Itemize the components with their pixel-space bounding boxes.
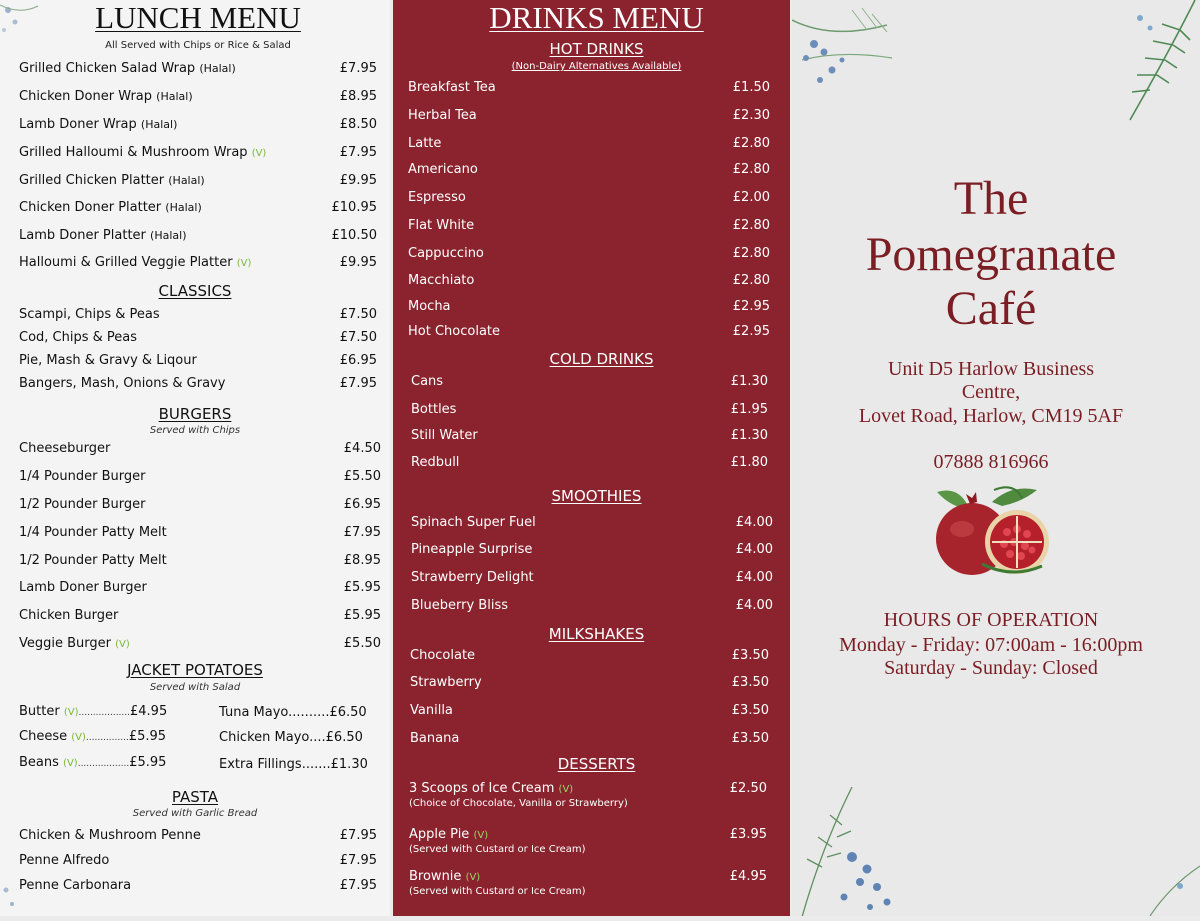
- drink-item-row: [408, 273, 770, 288]
- leader-dots: ...............: [85, 733, 129, 743]
- drink-item-row: [411, 374, 770, 389]
- drink-item-row: [409, 781, 770, 809]
- hot-drinks-heading: HOT DRINKS: [549, 40, 644, 58]
- menu-item-price: £8.95: [343, 553, 381, 568]
- drink-item-name: Cans: [411, 374, 444, 389]
- menu-item-row: [19, 376, 377, 391]
- menu-item-name: Pie, Mash & Gravy & Liqour: [19, 353, 197, 368]
- drink-item-price: £3.50: [731, 703, 769, 718]
- jacket-item-name: Butter: [19, 704, 60, 719]
- address-line-2: Centre,: [961, 381, 1021, 403]
- burgers-heading: BURGERS: [158, 405, 232, 423]
- menu-item-note: (Halal): [165, 201, 202, 214]
- menu-item-price: £5.95: [343, 608, 381, 623]
- drink-item-price: £4.00: [735, 598, 773, 613]
- menu-item-price: £6.95: [343, 497, 381, 512]
- desserts-heading: DESSERTS: [557, 755, 636, 773]
- leader-dots: ....: [309, 730, 326, 745]
- top-right-foliage: [1110, 0, 1200, 125]
- menu-item-price: £10.50: [331, 228, 377, 243]
- menu-item-name: Grilled Chicken Platter: [19, 173, 165, 188]
- menu-item-row: [19, 330, 377, 345]
- vegetarian-marker: (V): [465, 872, 481, 883]
- drink-item-name: Mocha: [408, 299, 451, 314]
- menu-item-row: [19, 636, 381, 651]
- menu-item-name: Scampi, Chips & Peas: [19, 307, 160, 322]
- menu-item-name: Penne Alfredo: [19, 853, 110, 868]
- vegetarian-marker: (V): [473, 830, 489, 841]
- drink-item-row: [411, 570, 773, 585]
- menu-item-row: [19, 853, 377, 868]
- pasta-subtitle: Served with Garlic Bread: [132, 808, 258, 819]
- menu-item-price: £9.95: [339, 255, 377, 270]
- cafe-info-panel: [792, 0, 1200, 916]
- menu-item-price: £7.50: [339, 330, 377, 345]
- menu-item-row: [19, 828, 377, 843]
- drink-item-name: Pineapple Surprise: [411, 542, 533, 557]
- drink-item-price: £4.00: [735, 515, 773, 530]
- menu-item-note: (Halal): [150, 229, 187, 242]
- drink-item-name: Apple Pie: [409, 827, 470, 842]
- menu-item-name: 1/2 Pounder Burger: [19, 497, 146, 512]
- menu-item-note: (Halal): [156, 90, 193, 103]
- drink-item-price: £4.95: [729, 869, 767, 884]
- menu-item-name: Penne Carbonara: [19, 878, 132, 893]
- drink-item-price: £2.80: [732, 218, 770, 233]
- jacket-potatoes-subtitle: Served with Salad: [149, 682, 241, 693]
- phone-number: 07888 816966: [933, 451, 1049, 473]
- menu-item-name: 1/4 Pounder Patty Melt: [19, 525, 167, 540]
- menu-item-name: Lamb Doner Platter: [19, 228, 146, 243]
- jacket-item-price: £4.95: [130, 704, 168, 719]
- drink-item-row: [411, 402, 770, 417]
- drink-item-name: Bottles: [411, 402, 457, 417]
- smoothies-heading: SMOOTHIES: [551, 487, 642, 505]
- drink-item-price: £4.00: [735, 570, 773, 585]
- drink-item-name: Strawberry: [410, 675, 482, 690]
- lunch-menu-subtitle: All Served with Chips or Rice & Salad: [105, 40, 291, 51]
- hours-heading: HOURS OF OPERATION: [883, 609, 1099, 631]
- menu-item-note: (Halal): [199, 62, 236, 75]
- menu-item-price: £4.50: [343, 441, 381, 456]
- jacket-item-name: Chicken Mayo: [219, 730, 310, 745]
- drink-item-name: Chocolate: [410, 648, 476, 663]
- leader-dots: .......: [301, 757, 331, 772]
- menu-item-name: 1/4 Pounder Burger: [19, 469, 146, 484]
- menu-item-price: £9.95: [339, 173, 377, 188]
- jacket-item-price: £6.50: [325, 730, 363, 745]
- vegetarian-marker: (V): [251, 148, 267, 159]
- menu-item-name: Chicken Doner Platter: [19, 200, 162, 215]
- drink-item-price: £2.95: [732, 299, 770, 314]
- drink-item-name: Latte: [408, 136, 442, 151]
- menu-item-row: [19, 553, 381, 568]
- menu-item-price: £10.95: [331, 200, 377, 215]
- menu-item-note: (Halal): [140, 118, 178, 131]
- cafe-name-line-3: Café: [945, 282, 1037, 335]
- jacket-item-price: £6.50: [329, 705, 367, 720]
- drink-item-row: [408, 162, 770, 177]
- drink-item-row: [408, 324, 770, 339]
- menu-item-name: Cod, Chips & Peas: [19, 330, 138, 345]
- drink-item-price: £3.50: [731, 648, 769, 663]
- drink-item-price: £4.00: [735, 542, 773, 557]
- drink-item-name: Hot Chocolate: [408, 324, 501, 339]
- vegetarian-marker: (V): [63, 707, 79, 718]
- lunch-menu-title: LUNCH MENU: [95, 0, 301, 35]
- menu-item-name: Chicken Burger: [19, 608, 119, 623]
- menu-item-row: [19, 145, 377, 160]
- leader-dots: ..................: [78, 708, 130, 718]
- drink-item-row: [411, 542, 773, 557]
- address-line-3: Lovet Road, Harlow, CM19 5AF: [858, 405, 1124, 427]
- classics-heading: CLASSICS: [158, 282, 232, 300]
- menu-item-row: [19, 61, 377, 76]
- menu-item-price: £5.50: [343, 636, 381, 651]
- menu-item-note: (Halal): [168, 174, 205, 187]
- hours-weekdays: Monday - Friday: 07:00am - 16:00pm: [839, 634, 1143, 656]
- drink-item-price: £1.95: [730, 402, 768, 417]
- burgers-subtitle: Served with Chips: [149, 425, 241, 436]
- menu-item-price: £7.95: [339, 828, 377, 843]
- drink-item-name: Spinach Super Fuel: [411, 515, 536, 530]
- menu-item-name: Grilled Halloumi & Mushroom Wrap: [19, 145, 248, 160]
- lunch-menu-panel: [0, 0, 390, 916]
- hot-drinks-subtitle: (Non-Dairy Alternatives Available): [511, 61, 682, 72]
- drink-item-price: £2.80: [732, 162, 770, 177]
- drinks-menu-title: DRINKS MENU: [489, 0, 704, 35]
- drink-item-name: Flat White: [408, 218, 475, 233]
- bottom-right-foliage: [1140, 856, 1200, 916]
- drink-item-row: [411, 598, 773, 613]
- vegetarian-marker: (V): [115, 639, 130, 650]
- drink-item-row: [410, 731, 770, 746]
- drink-item-row: [408, 190, 770, 205]
- jacket-item-row: [219, 757, 368, 772]
- bottom-left-foliage: [792, 787, 912, 916]
- drink-item-name: Cappuccino: [408, 246, 484, 261]
- jacket-potatoes-heading: JACKET POTATOES: [127, 661, 263, 679]
- drink-item-price: £1.50: [732, 80, 770, 95]
- milkshakes-heading: MILKSHAKES: [548, 625, 645, 643]
- menu-item-row: [19, 497, 381, 512]
- pomegranate-illustration: [922, 484, 1062, 579]
- drink-item-price: £2.30: [732, 108, 770, 123]
- drink-item-row: [408, 80, 770, 95]
- drink-item-row: [410, 648, 770, 663]
- jacket-item-name: Cheese: [19, 729, 68, 744]
- drink-item-price: £3.50: [731, 675, 769, 690]
- drink-item-name: Vanilla: [410, 703, 453, 718]
- menu-item-row: [19, 255, 377, 270]
- menu-item-price: £7.95: [339, 61, 377, 76]
- menu-item-row: [19, 200, 377, 215]
- menu-item-row: [19, 878, 377, 893]
- drink-item-row: [410, 703, 770, 718]
- drink-item-price: £3.95: [729, 827, 767, 842]
- jacket-item-price: £5.95: [129, 755, 167, 770]
- drink-item-name: 3 Scoops of Ice Cream: [409, 781, 555, 796]
- menu-item-row: [19, 353, 377, 368]
- menu-item-name: Lamb Doner Burger: [19, 580, 147, 595]
- menu-item-row: [19, 228, 377, 243]
- drink-item-price: £3.50: [731, 731, 769, 746]
- jacket-item-name: Extra Fillings: [219, 757, 302, 772]
- drink-item-name: Banana: [410, 731, 460, 746]
- menu-item-name: Veggie Burger: [19, 636, 111, 651]
- drink-item-row: [408, 246, 770, 261]
- drink-item-name: Americano: [408, 162, 478, 177]
- menu-item-price: £7.95: [343, 525, 381, 540]
- drink-item-price: £1.30: [730, 374, 768, 389]
- menu-item-row: [19, 525, 381, 540]
- menu-item-row: [19, 173, 377, 188]
- drink-item-row: [411, 515, 773, 530]
- menu-item-name: Cheeseburger: [19, 441, 111, 456]
- menu-item-price: £7.95: [339, 145, 377, 160]
- menu-item-name: Grilled Chicken Salad Wrap: [19, 61, 196, 76]
- address-line-1: Unit D5 Harlow Business: [887, 358, 1095, 380]
- jacket-item-row: [19, 704, 167, 719]
- vegetarian-marker: (V): [236, 258, 252, 269]
- drink-item-name: Redbull: [411, 455, 460, 470]
- drink-item-row: [411, 428, 770, 443]
- drink-item-name: Still Water: [411, 428, 478, 443]
- drink-item-row: [409, 869, 770, 897]
- leader-dots: ..................: [77, 759, 130, 769]
- cold-drinks-heading: COLD DRINKS: [549, 350, 654, 368]
- menu-item-row: [19, 117, 377, 132]
- drink-item-row: [409, 827, 770, 855]
- dessert-note: (Served with Custard or Ice Cream): [409, 844, 586, 855]
- menu-item-name: Chicken Doner Wrap: [19, 89, 153, 104]
- jacket-item-row: [219, 705, 367, 720]
- jacket-item-row: [19, 755, 166, 770]
- vegetarian-marker: (V): [71, 732, 86, 743]
- hours-weekend: Saturday - Sunday: Closed: [884, 657, 1098, 679]
- menu-item-price: £8.50: [339, 117, 377, 132]
- drink-item-name: Herbal Tea: [408, 108, 477, 123]
- menu-item-row: [19, 307, 377, 322]
- drink-item-price: £2.80: [732, 273, 770, 288]
- menu-item-price: £7.50: [339, 307, 377, 322]
- drink-item-price: £2.95: [732, 324, 770, 339]
- menu-item-name: 1/2 Pounder Patty Melt: [19, 553, 167, 568]
- menu-item-price: £5.95: [343, 580, 381, 595]
- menu-item-name: Lamb Doner Wrap: [19, 117, 137, 132]
- menu-item-price: £7.95: [339, 878, 377, 893]
- drink-item-price: £2.00: [732, 190, 770, 205]
- drink-item-row: [408, 218, 770, 233]
- drink-item-price: £2.50: [729, 781, 767, 796]
- jacket-item-row: [19, 729, 166, 744]
- menu-item-row: [19, 441, 381, 456]
- drink-item-row: [408, 136, 770, 151]
- menu-item-price: £7.95: [339, 376, 377, 391]
- drink-item-price: £1.30: [730, 428, 768, 443]
- menu-item-row: [19, 580, 381, 595]
- cafe-name-line-2: Pomegranate: [865, 228, 1117, 281]
- pasta-heading: PASTA: [171, 788, 219, 806]
- menu-item-price: £6.95: [339, 353, 377, 368]
- menu-item-price: £8.95: [339, 89, 377, 104]
- vegetarian-marker: (V): [558, 784, 574, 795]
- jacket-item-price: £1.30: [330, 757, 368, 772]
- menu-item-name: Halloumi & Grilled Veggie Platter: [19, 255, 233, 270]
- top-left-foliage: [792, 0, 902, 105]
- drink-item-name: Breakfast Tea: [408, 80, 496, 95]
- drink-item-name: Macchiato: [408, 273, 475, 288]
- drink-item-price: £1.80: [730, 455, 768, 470]
- drink-item-row: [408, 108, 770, 123]
- jacket-item-row: [219, 730, 363, 745]
- drink-item-row: [411, 455, 770, 470]
- cafe-name-line-1: The: [953, 172, 1029, 225]
- leader-dots: ..........: [288, 705, 330, 720]
- vegetarian-marker: (V): [63, 758, 78, 769]
- drink-item-row: [410, 675, 770, 690]
- menu-item-row: [19, 469, 381, 484]
- dessert-note: (Served with Custard or Ice Cream): [409, 886, 586, 897]
- drink-item-name: Espresso: [408, 190, 466, 205]
- menu-item-row: [19, 608, 381, 623]
- jacket-item-name: Beans: [19, 755, 59, 770]
- menu-item-name: Chicken & Mushroom Penne: [19, 828, 201, 843]
- drink-item-name: Brownie: [409, 869, 462, 884]
- drink-item-price: £2.80: [732, 246, 770, 261]
- jacket-item-price: £5.95: [128, 729, 167, 744]
- menu-item-price: £7.95: [339, 853, 377, 868]
- drink-item-row: [408, 299, 770, 314]
- menu-item-name: Bangers, Mash, Onions & Gravy: [19, 376, 226, 391]
- menu-item-row: [19, 89, 377, 104]
- menu-item-price: £5.50: [343, 469, 381, 484]
- drink-item-name: Strawberry Delight: [411, 570, 534, 585]
- dessert-note: (Choice of Chocolate, Vanilla or Strawberry): [409, 798, 628, 809]
- jacket-item-name: Tuna Mayo: [219, 705, 289, 720]
- drink-item-price: £2.80: [732, 136, 770, 151]
- drink-item-name: Blueberry Bliss: [411, 598, 508, 613]
